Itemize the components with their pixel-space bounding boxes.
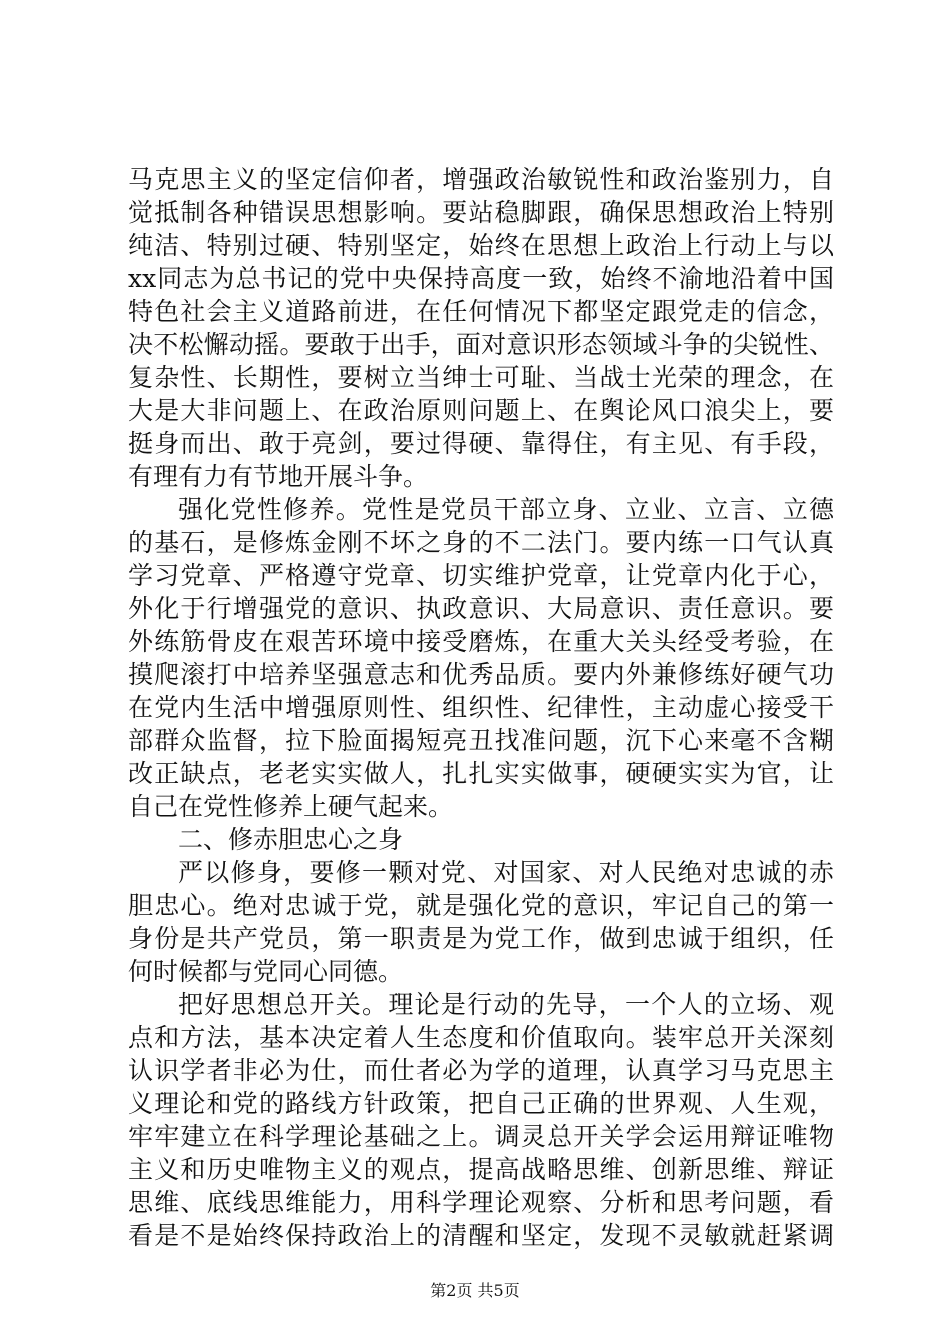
text-line: 点和方法，基本决定着人生态度和价值取向。装牢总开关深刻	[128, 1023, 834, 1052]
text-line: 学习党章、严格遵守党章、切实维护党章，让党章内化于心，	[128, 561, 834, 590]
text-line: 主义和历史唯物主义的观点，提高战略思维、创新思维、辩证	[128, 1155, 834, 1184]
text-line: 外化于行增强党的意识、执政意识、大局意识、责任意识。要	[128, 594, 834, 623]
text-line: 特色社会主义道路前进，在任何情况下都坚定跟党走的信念，	[128, 297, 834, 326]
paragraph-first-line: 严以修身，要修一颗对党、对国家、对人民绝对忠诚的赤	[178, 858, 834, 887]
section-heading: 二、修赤胆忠心之身	[178, 825, 404, 854]
text-line: 的基石，是修炼金刚不坏之身的不二法门。要内练一口气认真	[128, 528, 834, 557]
text-line: 纯洁、特别过硬、特别坚定，始终在思想上政治上行动上与以	[128, 231, 834, 260]
paragraph-first-line: 强化党性修养。党性是党员干部立身、立业、立言、立德	[178, 495, 834, 524]
text-line: 决不松懈动摇。要敢于出手，面对意识形态领域斗争的尖锐性、	[128, 330, 834, 359]
text-line: 何时候都与党同心同德。	[128, 957, 404, 986]
text-line: 大是大非问题上、在政治原则问题上、在舆论风口浪尖上，要	[128, 396, 834, 425]
text-line: 身份是共产党员，第一职责是为党工作，做到忠诚于组织，任	[128, 924, 834, 953]
text-line: 部群众监督，拉下脸面揭短亮丑找准问题，沉下心来毫不含糊	[128, 726, 834, 755]
text-line: 自己在党性修养上硬气起来。	[128, 792, 454, 821]
text-line: 牢牢建立在科学理论基础之上。调灵总开关学会运用辩证唯物	[128, 1122, 834, 1151]
text-line: 认识学者非必为仕，而仕者必为学的道理，认真学习马克思主	[128, 1056, 834, 1085]
text-line: xx同志为总书记的党中央保持高度一致，始终不渝地沿着中国	[128, 264, 834, 293]
page-number-footer: 第2页 共5页	[430, 1281, 520, 1300]
text-line: 觉抵制各种错误思想影响。要站稳脚跟，确保思想政治上特别	[128, 198, 834, 227]
document-body	[128, 163, 834, 1252]
text-line: 有理有力有节地开展斗争。	[128, 462, 429, 491]
text-line: 马克思主义的坚定信仰者，增强政治敏锐性和政治鉴别力，自	[128, 165, 834, 194]
text-line: 复杂性、长期性，要树立当绅士可耻、当战士光荣的理念，在	[128, 363, 834, 392]
text-line: 胆忠心。绝对忠诚于党，就是强化党的意识，牢记自己的第一	[128, 891, 834, 920]
paragraph-first-line: 把好思想总开关。理论是行动的先导，一个人的立场、观	[178, 990, 834, 1019]
text-line: 摸爬滚打中培养坚强意志和优秀品质。要内外兼修练好硬气功	[128, 660, 834, 689]
text-line: 看是不是始终保持政治上的清醒和坚定，发现不灵敏就赶紧调	[128, 1221, 834, 1250]
text-line: 外练筋骨皮在艰苦环境中接受磨炼，在重大关头经受考验，在	[128, 627, 834, 656]
text-line: 在党内生活中增强原则性、组织性、纪律性，主动虚心接受干	[128, 693, 834, 722]
text-line: 改正缺点，老老实实做人，扎扎实实做事，硬硬实实为官，让	[128, 759, 834, 788]
text-line: 义理论和党的路线方针政策，把自己正确的世界观、人生观，	[128, 1089, 834, 1118]
text-line: 挺身而出、敢于亮剑，要过得硬、靠得住，有主见、有手段，	[128, 429, 834, 458]
text-line: 思维、底线思维能力，用科学理论观察、分析和思考问题，看	[128, 1188, 834, 1217]
